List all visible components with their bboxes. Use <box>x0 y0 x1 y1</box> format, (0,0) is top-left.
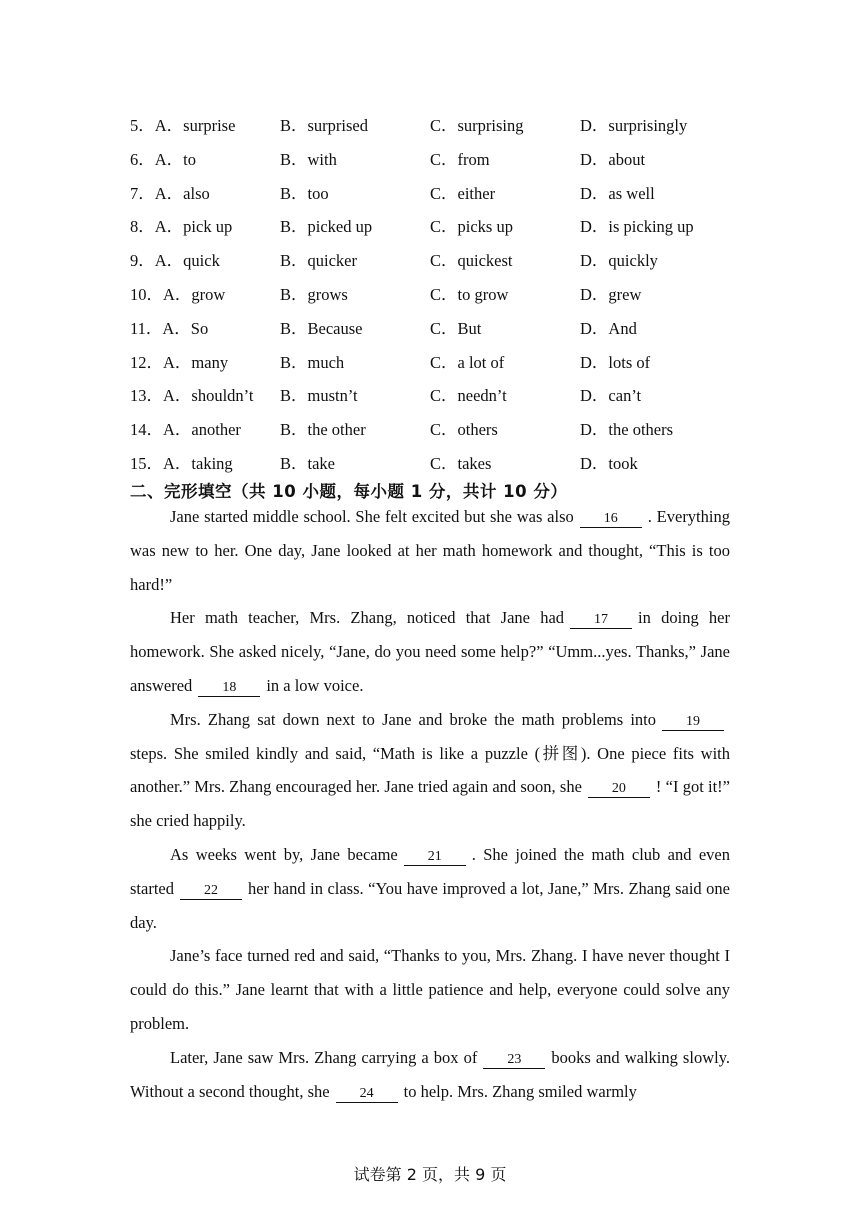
blank-21: 21 <box>404 849 466 866</box>
paragraph-5 <box>130 939 730 1040</box>
option-row <box>130 378 750 412</box>
option-d: D．And <box>580 318 637 338</box>
passage-text: steps. She smiled kindly and said, “Math is like a puzzle (拼图). One piece fits with another.” Mrs. Zhang encouraged her. Jane tried again and soon, she <box>130 743 730 797</box>
option-d: D．the others <box>580 420 674 440</box>
option-c: C．others <box>430 420 498 440</box>
option-c: C．to grow <box>430 284 509 304</box>
option-d: D．is picking up <box>580 217 694 237</box>
blank-20: 20 <box>588 781 650 798</box>
section-title: 二、完形填空（共 10 小题，每小题 1 分，共计 10 分） <box>130 482 568 501</box>
options-list <box>130 108 750 480</box>
option-c: C．takes <box>430 453 492 473</box>
option-c: C．needn’t <box>430 386 507 406</box>
passage-text: Jane started middle school. She felt excited but she was also <box>170 507 574 526</box>
passage-text: to help. Mrs. Zhang smiled warmly <box>403 1081 637 1101</box>
question-number: 12． <box>130 352 163 372</box>
option-a: A．shouldn’t <box>163 386 254 406</box>
option-a: A．many <box>163 352 229 372</box>
option-row <box>130 209 750 243</box>
blank-17: 17 <box>570 612 632 629</box>
option-b: B．picked up <box>280 217 373 237</box>
option-row <box>130 277 750 311</box>
option-d: D．quickly <box>580 251 658 271</box>
paragraph-3 <box>130 703 730 838</box>
option-c: C．a lot of <box>430 352 505 372</box>
question-number: 11． <box>130 318 163 338</box>
option-a: A．grow <box>163 284 226 304</box>
option-c: C．But <box>430 318 482 338</box>
paragraph-4 <box>130 838 730 939</box>
blank-23: 23 <box>483 1052 545 1069</box>
option-a: A．another <box>163 420 241 440</box>
blank-16: 16 <box>580 511 642 528</box>
option-row <box>130 311 750 345</box>
question-number: 14． <box>130 420 163 440</box>
option-a: A．also <box>154 183 210 203</box>
question-number: 5． <box>130 116 155 135</box>
option-b: B．Because <box>280 318 363 338</box>
option-d: D．about <box>580 149 646 169</box>
option-d: D．as well <box>580 183 655 203</box>
question-number: 13． <box>130 386 163 406</box>
passage-text: in a low voice. <box>266 675 364 695</box>
option-c: C．from <box>430 149 490 169</box>
question-number: 7． <box>130 183 155 203</box>
passage-text: ! “I got it!” she cried happily. <box>130 777 730 831</box>
blank-18: 18 <box>198 680 260 697</box>
option-a: A．to <box>154 149 196 169</box>
blank-19: 19 <box>662 714 724 731</box>
blank-22: 22 <box>180 883 242 900</box>
passage-text: As weeks went by, Jane became <box>170 844 398 864</box>
paragraph-1 <box>130 500 730 601</box>
option-row <box>130 412 750 446</box>
passage-text: Jane’s face turned red and said, “Thanks to you, Mrs. Zhang. I have never thought I could do this.” Jane learnt that with a little patience and help, everyone could solve any problem. <box>130 946 730 1033</box>
option-b: B．surprised <box>280 116 368 135</box>
page-footer: 试卷第 2 页，共 9 页 <box>353 1165 507 1184</box>
passage-text: . She joined the math club and even started <box>130 844 730 898</box>
option-row <box>130 345 750 379</box>
option-b: B．with <box>280 149 337 169</box>
option-a: A．So <box>162 318 209 338</box>
option-row <box>130 142 750 176</box>
option-c: C．either <box>430 183 496 203</box>
option-b: B．the other <box>280 420 366 440</box>
passage-text: books and walking slowly. Without a second thought, she <box>130 1047 730 1101</box>
blank-24: 24 <box>336 1086 398 1103</box>
option-b: B．take <box>280 453 335 473</box>
option-row <box>130 446 750 480</box>
option-b: B．mustn’t <box>280 386 358 406</box>
option-d: D．can’t <box>580 386 642 406</box>
option-b: B．too <box>280 183 329 203</box>
option-a: A．quick <box>154 251 220 271</box>
option-b: B．quicker <box>280 251 357 271</box>
option-c: C．surprising <box>430 116 524 135</box>
paragraph-2 <box>130 601 730 702</box>
option-a: A．surprise <box>154 116 236 135</box>
option-b: B．much <box>280 352 345 372</box>
question-number: 9． <box>130 251 155 271</box>
paragraph-6 <box>130 1041 730 1109</box>
option-c: C．picks up <box>430 217 513 237</box>
question-number: 10． <box>130 284 163 304</box>
question-number: 8． <box>130 217 155 237</box>
option-c: C．quickest <box>430 251 513 271</box>
passage-text: . Everything was new to her. One day, Jane looked at her math homework and thought, “This is too hard!” <box>130 507 730 594</box>
passage-text: her hand in class. “You have improved a lot, Jane,” Mrs. Zhang said one day. <box>130 878 730 932</box>
option-a: A．taking <box>163 453 233 473</box>
question-number: 15． <box>130 453 163 473</box>
passage-text: Later, Jane saw Mrs. Zhang carrying a box of <box>170 1047 478 1067</box>
option-a: A．pick up <box>154 217 233 237</box>
option-d: D．took <box>580 453 638 473</box>
option-d: D．grew <box>580 284 642 304</box>
option-row <box>130 176 750 210</box>
option-row <box>130 243 750 277</box>
passage-text: in doing her homework. She asked nicely, “Jane, do you need some help?” “Umm...yes. Thanks,” Jane answered <box>130 608 730 695</box>
option-d: D．surprisingly <box>580 116 688 135</box>
question-number: 6． <box>130 149 155 169</box>
option-row <box>130 108 750 142</box>
passage-text: Her math teacher, Mrs. Zhang, noticed that Jane had <box>170 608 565 628</box>
cloze-passage <box>130 500 730 1108</box>
passage-text: Mrs. Zhang sat down next to Jane and broke the math problems into <box>170 709 656 729</box>
option-b: B．grows <box>280 284 348 304</box>
option-d: D．lots of <box>580 352 651 372</box>
